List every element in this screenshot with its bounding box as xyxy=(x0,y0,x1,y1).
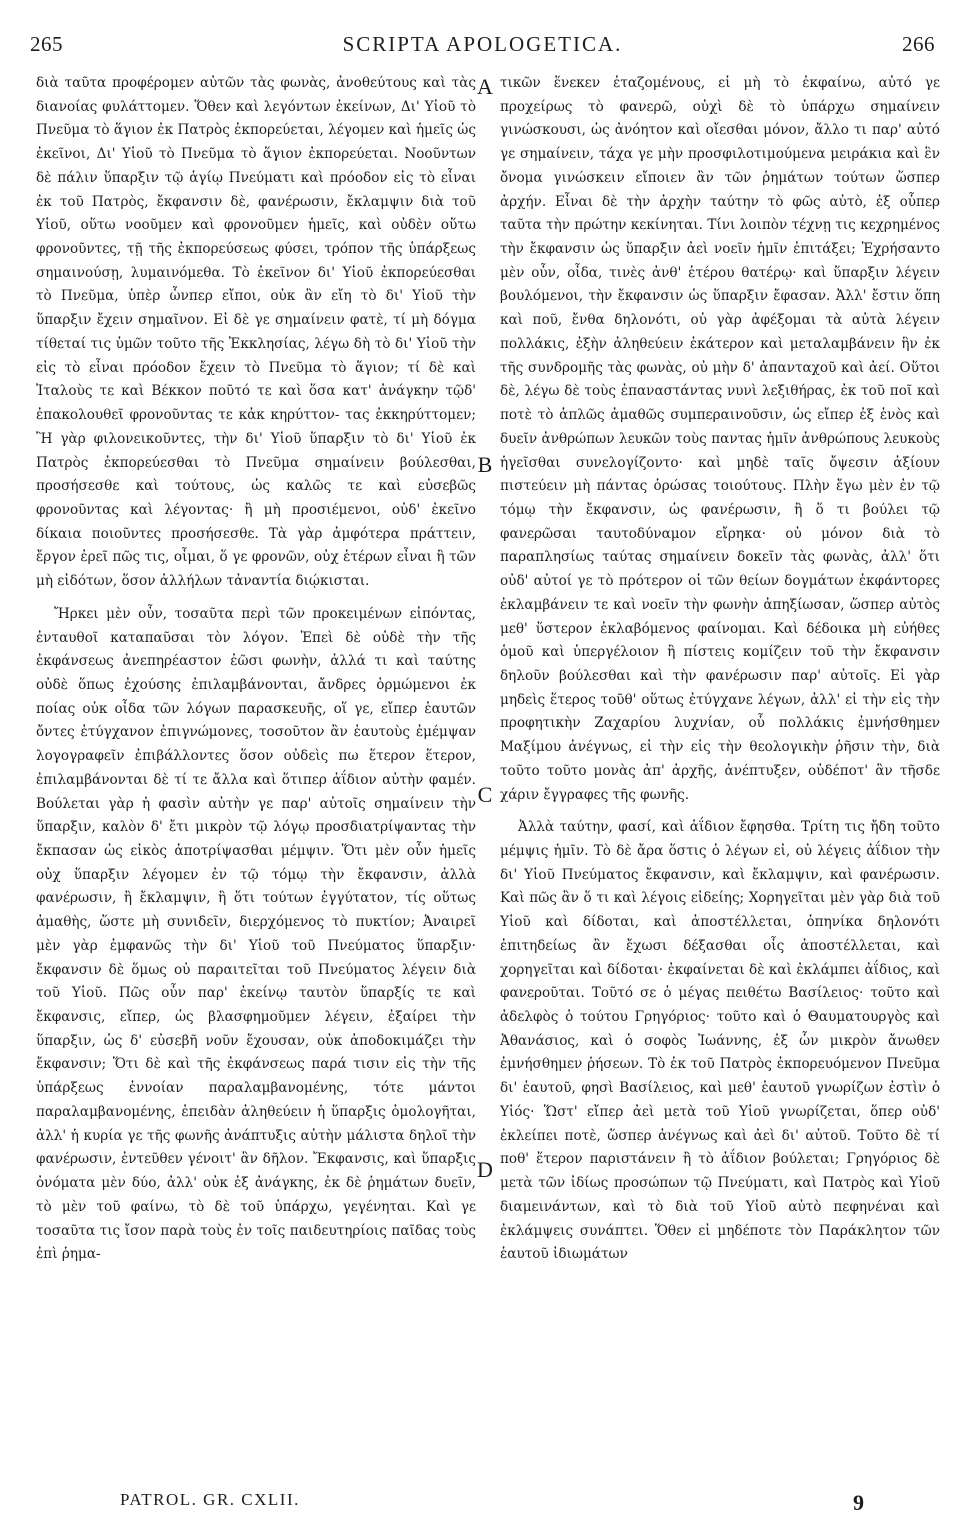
section-marker-c: C xyxy=(477,782,493,807)
section-marker-a: A xyxy=(477,74,493,99)
footer-sheet-number: 9 xyxy=(853,1490,864,1515)
right-column xyxy=(500,72,940,1267)
section-marker-d: D xyxy=(477,1157,493,1182)
page-number-left: 265 xyxy=(30,32,63,56)
paragraph: τικῶν ἕνεκεν ἐταζομένους, εἰ μὴ τὸ ἐκφαίνω, αὐτό γε προχείρως τὸ φανερῶ, οὐχὶ δὲ τὸ ὑπάρχω σημαίνειν γινώσκουσι, ὡς ἀνόητον καὶ οἴεσθαι μόνον, ἄλλο τι παρ' αὐτό γε σημαίνειν, τάχα γε μὴν προσφιλοτιμούμενα μειράκια καὶ ἓν ὄνομα γινώσκειν εἴποιεν ἂν τῶν ῥημάτων τούτων ὥσπερ ἀρχήν. Εἶναι δὲ τὴν ἀρχὴν ταύτην τὸ φῶς αὐτὸ, ἐξ οὗπερ ταῦτα τὴν πρώτην κεκίνηται. Τίνι λοιπὸν τέχνῃ τις κεχρημένος τὴν ἔκφανσιν ὡς ὕπαρξιν ἀεὶ νοεῖν ἡμῖν ἐπιτάξει; Ἐχρήσαντο μὲν οὖν, οἶδα, τινὲς ἀνθ' ἑτέρου θατέρῳ· καὶ ὕπαρξιν λέγειν βουλόμενοι, τὴν ἔκφανσιν ὡς ὕπαρξιν ἔφασαν. Ἀλλ' ἔστιν ὅπη καὶ ποῦ, ἔνθα δηλονότι, οὐ γὰρ ἀφέξομαι τὰ αὐτὰ λέγειν πολλάκις, ἐξὴν ἀληθεύειν ἑκάτερον καὶ μεταλαμβάνειν ἣν ἐκ τῆς συνδρομῆς τὰς φωνὰς, οὐ μὴν δ' ἁπανταχοῦ καὶ ἀεί. Οὕτοι δὲ, λέγω δὲ τοὺς ἐπαναστάντας νυνὶ λεξιθήρας, ἐκ τοῦ ποῖ καὶ ποτὲ τὸ ἁπλῶς ἁμαθῶς συμπεραινοῦσιν, ὡς εἴπερ ἐξ ἑνὸς καὶ δυεῖν ἀνθρώπων λευκῶν τοὺς παντας ἡμῖν ἀνθρώπους λευκοὺς ἡγεῖσθαι συνελογίζοντο· καὶ μηδὲ ταῖς ὄψεσιν ἀξίουν πιστεύειν μὴ πάντας ὁρώσας τοιούτους. Πλὴν ἔγω μὲν ἐν τῷ τόμῳ τὴν ἔκφανσιν, ὡς φανέρωσιν, ἢ ὅ τι βούλει τῷ φανερῶσαι ταυτοδύναμον εἴρηκα· οὐ μόνον διὰ τὸ παραπλησίως ταύτας σημαίνειν δοκεῖν τὰς φωνὰς, ἀλλ' ὅτι οὐδ' αὐτοί γε τὸ πρότερον οἱ τῶν θείων δογμάτων ἐκφάντορες ἐκλαμβάνειν τε καὶ νοεῖν τὴν φωνὴν ἀπηξίωσαν, ὥσπερ αὐτὸς μεθ' ὕστερον ἐκλαβόμενος φαίνομαι. Καὶ δέδοικα μὴ εὐήθες ὁμοῦ καὶ ὑπεργέλοιον ἢ πίστεις κομίζειν τοῦ τὴν ἔκφανσιν δηλοῦν βούλεσθαι καὶ τὴν φανέρωσιν παρ' αὐτοῖς. Εἰ γὰρ μηδεὶς ἕτερος τοῦθ' οὕτως ἐτύγχανε λέγων, ἀλλ' εἰ τὴν εἰς τὴν προφητικὴν Ζαχαρίου λυχνίαν, οὗ πολλάκις ἐμνήσθημεν Μαξίμου ἀνέγνως, εἰ τὴν εἰς τὴν θεολογικὴν ῥῆσιν τὴν, διὰ τοῦτο τοῦτο μονὰς ἀπ' ἀρχῆς, ἀνέπτυξεν, οὐδέποτ' ἂν τῆσδε χάριν ἔγγραφες τῆς φωνῆς. xyxy=(500,75,940,803)
page-number-right: 266 xyxy=(902,32,935,56)
paragraph: Ἀλλὰ ταύτην, φασί, καὶ ἀΐδιον ἔφησθα. Τρίτη τις ἤδη τοῦτο μέμψις ἡμῖν. Τὸ δὲ ἄρα ὅστις ὁ λέγων εἰ, οὐ λέγεις ἀΐδιον τὴν δι' Υἱοῦ Πνεύματος ἔκφανσιν, καὶ ἔκλαμψιν, καὶ φανέρωσιν. Καὶ πῶς ἂν ὅ τι καὶ λέγοις εἰδείης; Χορηγεῖται μὲν γὰρ διὰ τοῦ Υἱοῦ καὶ δίδοται, καὶ ἀποστέλλεται, ὁπηνίκα δηλονότι ἐπιτηδείως ἂν ἔχωσι δέξασθαι οἷς ἀποστέλλεται, καὶ χορηγεῖται καὶ δίδοται· ἐκφαίνεται δὲ καὶ ἐκλάμπει ἀΐδιος, καὶ φανεροῦται. Τοῦτό σε ὁ μέγας πειθέτω Βασίλειος· τοῦτο καὶ ἀδελφὸς ὁ τούτου Γρηγόριος· τοῦτο καὶ ὁ Θαυματουργὸς καὶ Ἀθανάσιος, καὶ ὁ σοφὸς Ἰωάννης, ἐξ ὧν μικρὸν ἄνωθεν ἐμνήσθημεν ῥήσεων. Τὸ ἐκ τοῦ Πατρὸς ἐκπορευόμενον Πνεῦμα δι' ἑαυτοῦ, φησὶ Βασίλειος, καὶ μεθ' ἑαυτοῦ γνωρίζων ἐστὶν ὁ Υἱός· Ὥστ' εἴπερ ἀεὶ μετὰ τοῦ Υἱοῦ γνωρίζεται, ὅπερ οὐδ' ἐκλείπει ποτὲ, ὥσπερ ἀνέγνως καὶ ἀεὶ δι' αὐτοῦ. Τοῦτο δὲ τί ποθ' ἕτερον παριστάνειν ἢ τὸ ἀΐδιον βούλεται; Γρηγόριος δὲ μετὰ τῶν ἰδίως προσώπων τῷ Πνεύματι, καὶ Πατρὸς καὶ Υἱοῦ διαμεινάντων, καὶ τὸ διὰ τοῦ Υἱοῦ αὐτὸ πεφηνέναι καὶ ἐκλάμψεις συνάπτει. Ὅθεν εἰ μηδέποτε τὸν Παράκλητον τῶν ἑαυτοῦ ἰδιωμάτων xyxy=(500,819,940,1263)
section-marker-b: B xyxy=(477,452,493,477)
left-column xyxy=(36,72,476,1267)
running-title: SCRIPTA APOLOGETICA. xyxy=(342,32,623,56)
paragraph: Ἤρκει μὲν οὖν, τοσαῦτα περὶ τῶν προκειμένων εἰπόντας, ἐνταυθοῖ καταπαῦσαι τὸν λόγον. Ἐπεὶ δὲ οὐδὲ τὴν τῆς ἐκφάνσεως ἀνεπηρέαστον ἐῶσι φωνὴν, ἀλλά τι καὶ ταύτης οὐδὲ ὅπως ἐχούσης ἐπιλαμβάνονται, ἄνδρες ὁρμώμενοι ἐκ ποίας οὐκ οἶδα τῶν λόγων παρασκευῆς, οἵ γε, εἴπερ ἑαυτῶν ὄντες ἐτύγχανον ἐπιγνώμονες, τοσοῦτον ἂν ἑαυτοὺς ἐμέμψαν λογογραφεῖν ἐπιβάλλοντες ὅσον οὐδεὶς πω ἕτερον ἕτερον, ἐπιλαμβάνονται δὲ τί τε ἄλλα καὶ ὅτιπερ ἀΐδιον αὐτὴν φαμέν. Βούλεται γὰρ ἡ φασὶν αὐτὴν γε παρ' αὐτοῖς σημαίνειν τὴν ὕπαρξιν, καλὸν δ' ἔτι μικρὸν τῷ λόγῳ προσδιατρίψαντας τὴν ἔκπασαν ὡς εἰκὸς ἀποτρίψασθαι μέμψιν. Ὅτι μὲν οὖν ἡμεῖς οὐχ ὕπαρξιν λέγομεν ἐν τῷ τόμῳ τὴν ἔκφανσιν, ἀλλὰ φανέρωσιν, ἢ ἔκλαμψιν, ἢ ὅτι τούτων ἐγγύτατον, τίς οὕτως ἀμαθὴς, ὥστε μὴ συνιδεῖν, διερχόμενος τὸ πυκτίον; Ἀναιρεῖ μὲν γὰρ ἐμφανῶς τὴν δι' Υἱοῦ τοῦ Πνεύματος ὕπαρξιν· ἔκφανσιν δὲ ὅμως οὐ παραιτεῖται τοῦ Πνεύματος λέγειν διὰ τοῦ Υἱοῦ. Πῶς οὖν παρ' ἐκείνῳ ταυτὸν ὕπαρξίς τε καὶ ἔκφανσις, εἴπερ, ὡς βλασφημοῦμεν λέγειν, ἐξαίρει τὴν ὕπαρξιν, ὡς δ' εὐσεβῆ νοῦν ἔχουσαν, οὐκ ἀποδοκιμάζει τὴν ἔκφανσιν; Ὅτι δὲ καὶ τῆς ἐκφάνσεως παρά τισιν εἰς τὴν τῆς ὑπάρξεως ἐννοίαν παραλαμβανομένης, τότε μάντοι παραλαμβανομένης, ἐπειδὰν ἀληθεύειν ἡ ὕπαρξις ὁμολογῆται, ἀλλ' ἡ κυρία γε τῆς φωνῆς ἀνάπτυξις αὐτὴν μάλιστα δηλοῖ τὴν φανέρωσιν, ἐντεῦθεν γένοιτ' ἂν δῆλον. Ἔκφανσις, καὶ ὕπαρξις ὀνόματα μὲν δύο, ἀλλ' οὐκ ἐξ ἀνάγκης, ἐκ δὲ ῥημάτων δυεῖν, τὸ μὲν τοῦ φαίνω, τὸ δὲ τοῦ ὑπάρχω, γεγένηται. Καὶ γε τοσαῦτα τις ἴσον παρὰ τοὺς ἐν τοῖς παιδευτηρίοις παῖδας τοὺς ἐπὶ ῥημα- xyxy=(36,605,476,1263)
running-header xyxy=(30,32,935,66)
footer-signature: PATROL. GR. CXLII. xyxy=(120,1490,300,1509)
paragraph: διὰ ταῦτα προφέρομεν αὐτῶν τὰς φωνὰς, ἀνοθεύτους καὶ τὰς διανοίας φυλάττομεν. Ὅθεν καὶ λεγόντων ἐκείνων, Δι' Υἱοῦ τὸ Πνεῦμα τὸ ἅγιον ἐκ Πατρὸς ἐκπορεύεται, λέγομεν καὶ ἡμεῖς ὡς ἐκεῖνοι, Δι' Υἱοῦ τὸ Πνεῦμα τὸ ἅγιον ἐκπορεύεται. Νοοῦντων δὲ πάλιν ὕπαρξιν τῷ ἁγίῳ Πνεύματι καὶ πρόοδον εἰς τὸ εἶναι ἐκ τοῦ Πατρὸς, ἔκφανσιν δὲ, φανέρωσιν, ἔκλαμψιν διὰ τοῦ Υἱοῦ, οὕτω νοοῦμεν καὶ φρονοῦμεν ἡμεῖς, καὶ οὐδὲν οὕτω φρονοῦντες, τῇ τῆς ἐκπορεύσεως φύσει, τρόπον τῆς ὑπάρξεως σημαινούσῃ, λυμαινόμεθα. Τὸ ἐκεῖνον δι' Υἱοῦ ἐκπορεύεσθαι τὸ Πνεῦμα, ὑπὲρ ὧνπερ εἴποι, οὐκ ἂν εἴη τὸ δι' Υἱοῦ τὴν ὕπαρξιν ἔχειν σημαῖνον. Εἰ δὲ γε σημαίνειν φατὲ, τί μὴ δόγμα τίθεταί τις ὑμῶν τοῦτο τῆς Ἐκκλησίας, λέγω δὴ τὸ δι' Υἱοῦ τὴν εἰς τὸ εἶναι πρόοδον ἔχειν τὸ Πνεῦμα τὸ ἅγιον; τί δὲ καὶ Ἰταλοὺς τε καὶ Βέκκον ποῦτό τε καὶ ὅσα κατ' ἀνάγκην τῷδ' ἐπακολουθεῖ φρονοῦντας τε κἀκ κηρύττον- τας ἐκκηρύττομεν; Ἢ γὰρ φιλονεικοῦντες, τὴν δι' Υἱοῦ ὕπαρξιν τὸ δι' Υἱοῦ ἐκ Πατρὸς ἐκπορεύεσθαι τὸ Πνεῦμα σημαίνειν βούλεσθαι, προσήσεσθε καὶ τούτους, ὡς καλῶς τε καὶ εὐσεβῶς φρονοῦντας καὶ λέγοντας· ἢ μὴ προσιέμενοι, οὐδ' ἐκεῖνο δίκαια ποιοῦντες προσήσεσθε. Τὰ γὰρ ἀμφότερα πράττειν, ἔργον ἐρεῖ πῶς τις, οἶμαι, ὅ γε φρονῶν, οὐχ ἑτέρων εἶναι ἢ τῶν μὴ εἰδότων, ὅσον ἀλλήλων τἀναντία διῴκισται. xyxy=(36,75,476,590)
